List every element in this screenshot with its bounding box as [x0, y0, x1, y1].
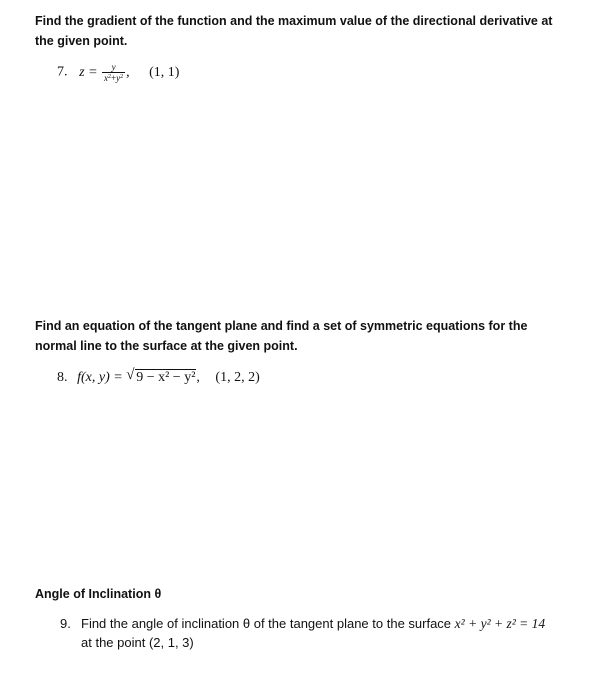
problem-7-den-exp1: 2	[108, 74, 112, 80]
problem-7-lhs: z =	[79, 64, 98, 80]
problem-7-den-plus: +	[111, 73, 117, 83]
problem-7-den-x: x	[104, 73, 109, 83]
problem-8-radicand: 9 − x² − y²	[136, 370, 196, 385]
problem-8-point: (1, 2, 2)	[215, 370, 260, 385]
problem-8-lhs: f(x, y) =	[77, 370, 123, 385]
section2-heading: Find an equation of the tangent plane and find a set of symmetric equations for the normal line to the surface at the given point.	[35, 319, 528, 353]
problem-8-sqrt	[126, 369, 196, 386]
problem-7	[57, 62, 179, 83]
problem-8-comma: ,	[196, 370, 200, 385]
problem-9-equation: x² + y² + z² = 14	[454, 616, 546, 631]
problem-7-fraction	[102, 62, 125, 83]
problem-7-numerator: y	[111, 62, 116, 72]
radical-sign-icon: √	[126, 367, 135, 383]
problem-9-number: 9.	[60, 616, 71, 631]
problem-7-den-exp2: 2	[120, 74, 124, 80]
problem-9	[60, 614, 580, 652]
problem-8	[57, 369, 260, 386]
problem-7-number: 7.	[57, 64, 68, 80]
problem-7-point: (1, 1)	[149, 64, 180, 80]
section1-heading: Find the gradient of the function and the maximum value of the directional derivative at the given point.	[35, 14, 553, 48]
problem-9-line2: at the point (2, 1, 3)	[81, 635, 194, 650]
problem-8-number: 8.	[57, 370, 68, 385]
problem-7-den-y: y	[116, 73, 121, 83]
problem-7-comma: ,	[126, 64, 130, 80]
problem-9-text: Find the angle of inclination θ of the tangent plane to the surface	[81, 616, 452, 631]
section3-heading: Angle of Inclination θ	[35, 587, 162, 601]
